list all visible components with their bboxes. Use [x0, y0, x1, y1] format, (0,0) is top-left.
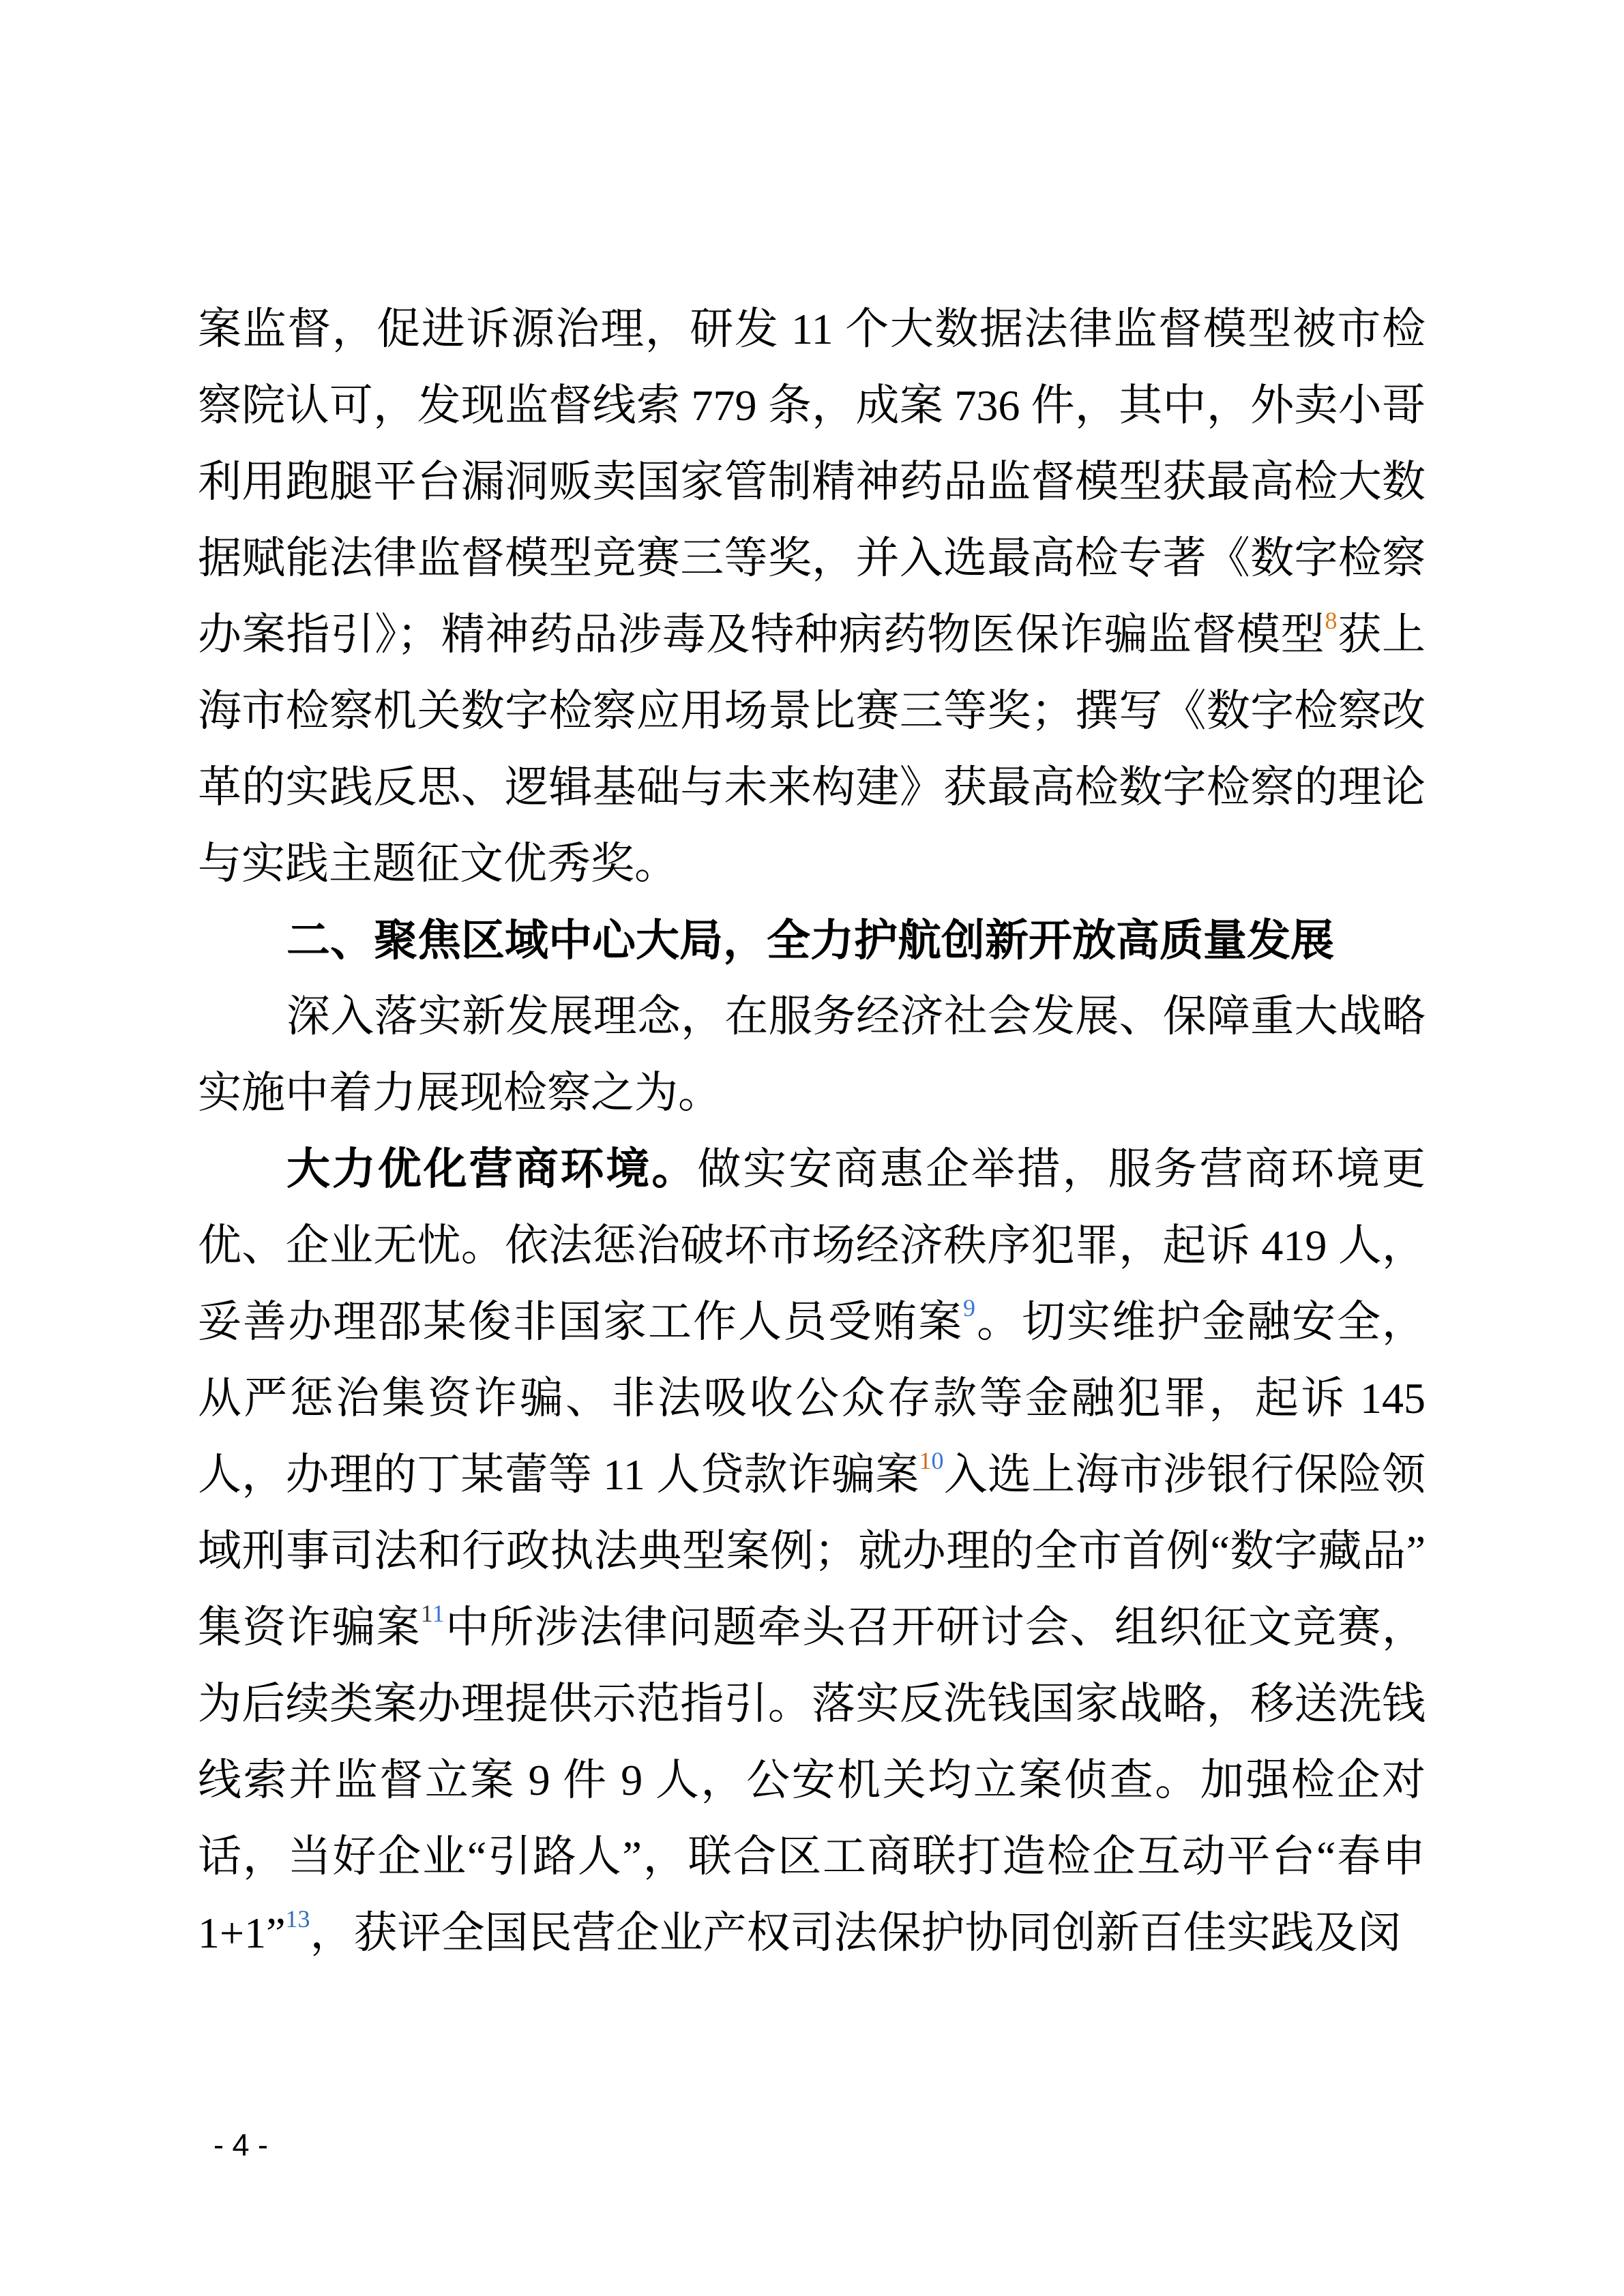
text-run: 。切实维护金融安全，从严惩治集资诈骗、非法吸收公众存款等金融犯罪，起诉 145 人，办理的丁某蕾等 11 人贷款诈骗案	[198, 1298, 1426, 1499]
text-run: 获上海市检察机关数字检察应用场景比赛三等奖；撰写《数字检察改革的实践反思、逻辑基础与未来构建》获最高检数字检察的理论与实践主题征文优秀奖。	[198, 610, 1426, 888]
footnote-ref-9[interactable]: 9	[963, 1294, 975, 1322]
paragraph-intro	[198, 979, 1426, 1131]
paragraph-business-environment	[198, 1131, 1426, 1971]
bold-run: 大力优化营商环境。	[286, 1145, 698, 1193]
section-heading-2	[198, 902, 1426, 979]
document-body	[198, 291, 1426, 1971]
footnote-ref-10[interactable]	[919, 1447, 944, 1474]
text-run: 深入落实新发展理念，在服务经济社会发展、保障重大战略实施中着力展现检察之为。	[198, 992, 1426, 1117]
footnote-ref-digit: 0	[931, 1447, 944, 1474]
footnote-ref-digit: 1	[919, 1447, 932, 1474]
text-run: 入选上海市涉银行保险领域刑事司法和行政执法典型案例；就办理的全市首例“数字藏品”集资诈骗案	[198, 1450, 1426, 1652]
paragraph-continued	[198, 291, 1426, 902]
footnote-ref-11[interactable]	[421, 1600, 445, 1627]
bold-run: 二、聚焦区域中心大局，全力护航创新开放高质量发展	[286, 916, 1334, 965]
text-run: ，获评全国民营企业产权司法保护协同创新百佳实践及闵	[310, 1909, 1402, 1957]
footnote-ref-digit: 1	[420, 1600, 433, 1627]
text-run: 中所涉法律问题牵头召开研讨会、组织征文竞赛，为后续类案办理提供示范指引。落实反洗钱国家战略，移送洗钱线索并监督立案 9 件 9 人，公安机关均立案侦查。加强检企对话，当好企业“引路人”，联合区工商联打造检企互动平台“春申 1+1”	[198, 1603, 1426, 1957]
footnote-ref-8[interactable]: 8	[1325, 607, 1338, 634]
footnote-ref-13[interactable]: 13	[285, 1905, 310, 1933]
page-number: - 4 -	[213, 2128, 269, 2162]
text-run: 做实安商惠企举措，服务营商环境更优、企业无忧。依法惩治破坏市场经济秩序犯罪，起诉 419 人，妥善办理邵某俊非国家工作人员受贿案	[198, 1145, 1426, 1346]
text-run: 案监督，促进诉源治理，研发 11 个大数据法律监督模型被市检察院认可，发现监督线索 779 条，成案 736 件，其中，外卖小哥利用跑腿平台漏洞贩卖国家管制精神药品监督模型获最高检大数据赋能法律监督模型竞赛三等奖，并入选最高检专著《数字检察办案指引》；精神药品涉毒及特种病药物医保诈骗监督模型	[198, 305, 1426, 659]
footnote-ref-digit: 1	[432, 1600, 445, 1627]
